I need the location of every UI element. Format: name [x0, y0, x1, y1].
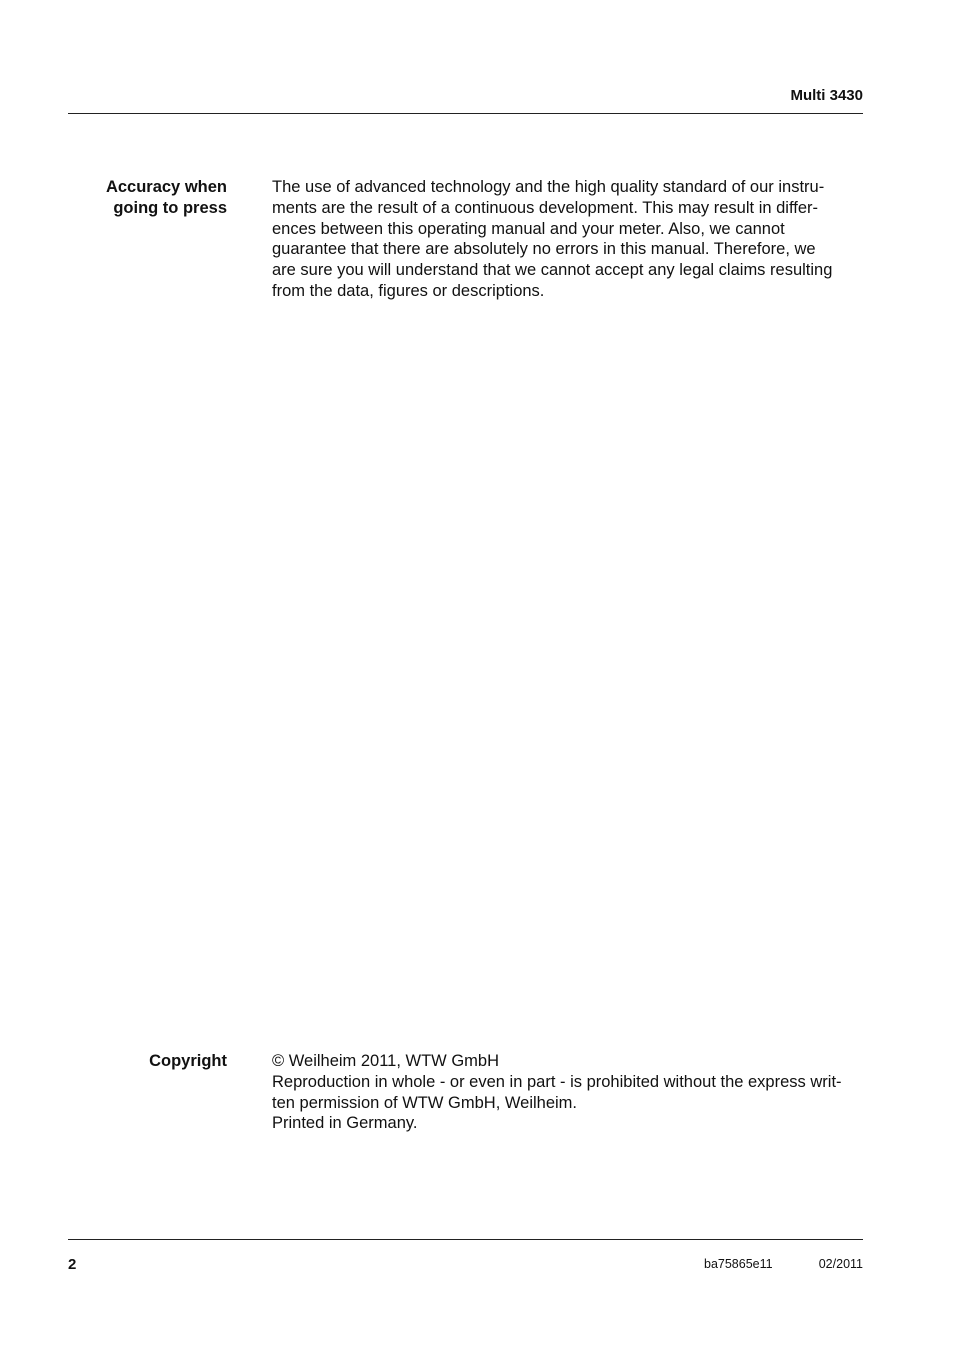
accuracy-label: [68, 177, 227, 219]
copyright-label-line: Copyright: [149, 1052, 227, 1070]
accuracy-body-line: The use of advanced technology and the high quality standard of our instru-: [272, 178, 825, 196]
accuracy-body-line: guarantee that there are absolutely no errors in this manual. Therefore, we: [272, 240, 816, 259]
page-header-title: Multi 3430: [790, 87, 863, 104]
copyright-body-line: © Weilheim 2011, WTW GmbH: [272, 1052, 500, 1070]
accuracy-body-line: from the data, figures or descriptions.: [272, 281, 545, 300]
document-date: 02/2011: [818, 1257, 863, 1271]
document-id: ba75865e11: [704, 1257, 773, 1271]
accuracy-body-line: are sure you will understand that we cannot accept any legal claims resulting: [272, 261, 833, 280]
header-rule: [68, 113, 863, 114]
accuracy-body-line: ments are the result of a continuous development. This may result in differ-: [272, 198, 818, 217]
page-number: 2: [68, 1256, 77, 1273]
footer-rule: [68, 1239, 863, 1240]
copyright-body: [272, 1051, 864, 1134]
accuracy-label-line: going to press: [113, 199, 227, 217]
copyright-label: [68, 1051, 227, 1072]
accuracy-body-line: ences between this operating manual and your meter. Also, we cannot: [272, 219, 785, 238]
copyright-body-line: ten permission of WTW GmbH, Weilheim.: [272, 1093, 578, 1112]
copyright-body-line: Printed in Germany.: [272, 1114, 418, 1133]
accuracy-label-line: Accuracy when: [105, 178, 227, 196]
copyright-body-line: Reproduction in whole - or even in part - is prohibited without the express writ-: [272, 1072, 842, 1091]
accuracy-body: [272, 177, 864, 302]
